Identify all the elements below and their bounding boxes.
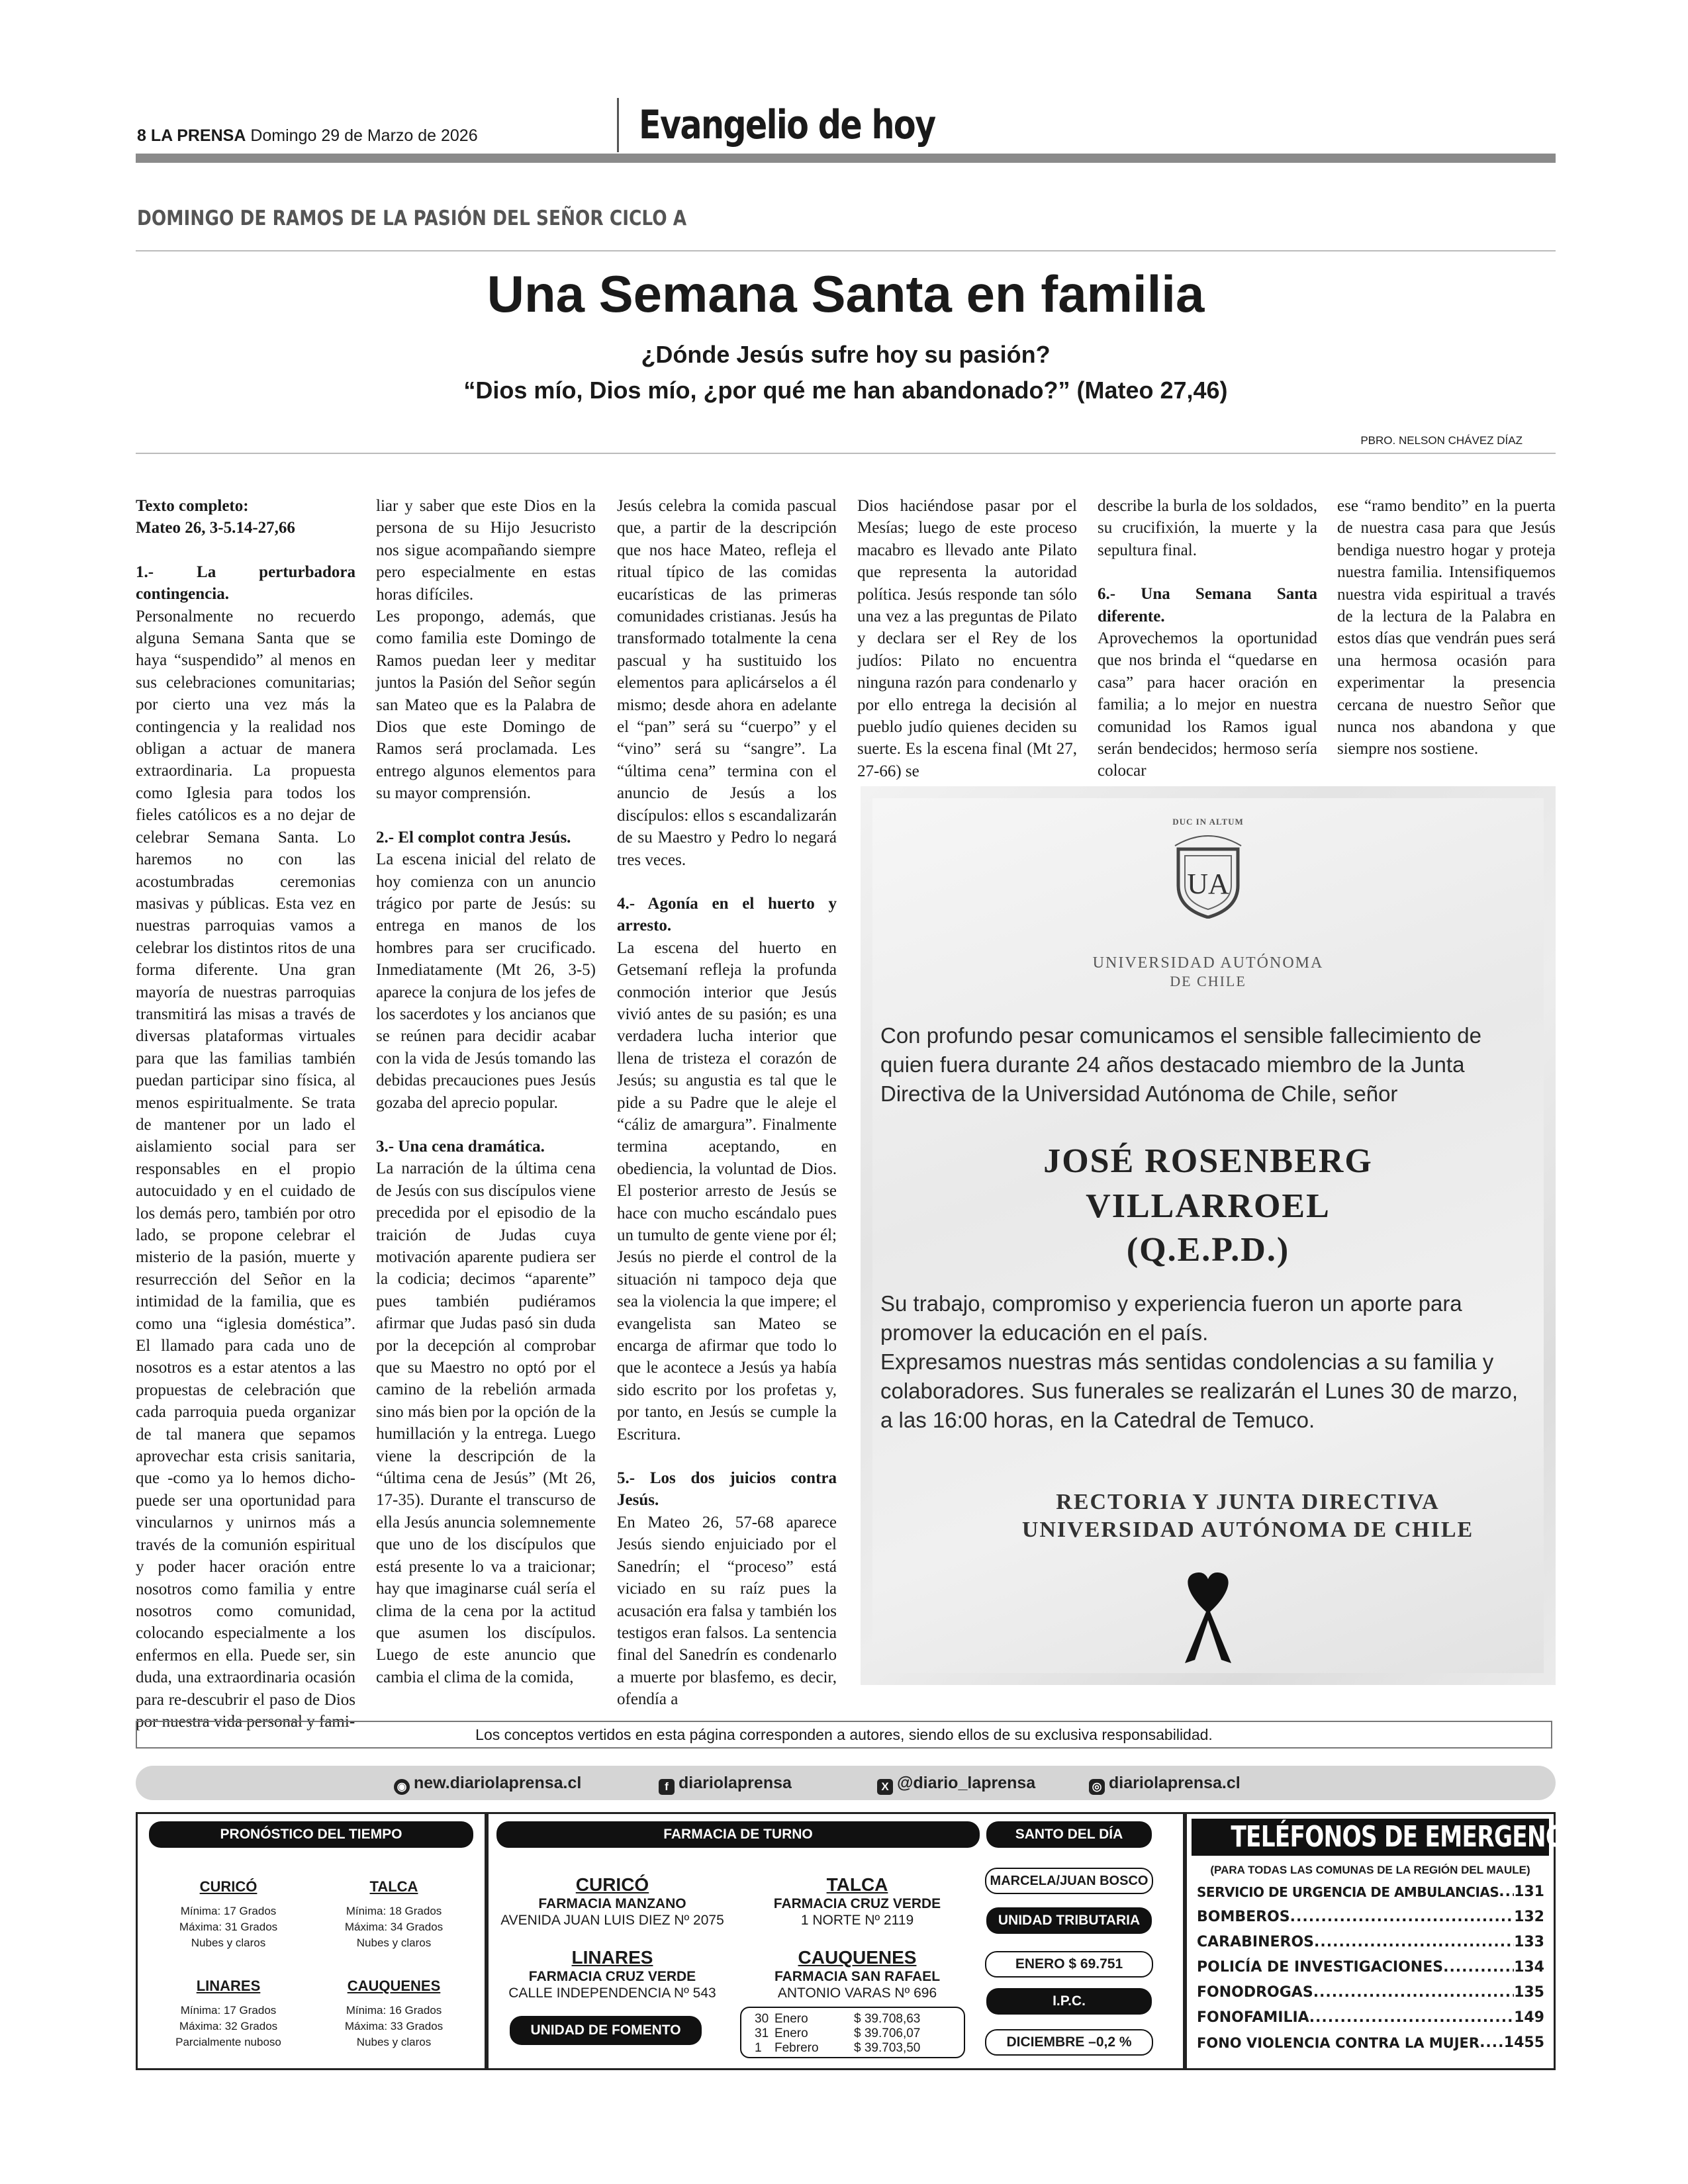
article-column-3 bbox=[617, 495, 837, 1711]
paragraph: En Mateo 26, 57-68 aparece Jesús siendo enjuiciado por el Sanedrín; el “proceso” está viciado en su raíz pues la acusación era falsa y también los testigos eran falsos. La sentencia final del Sanedrín es condenarlo a muerte por blasfemo, es decir, ofendía a bbox=[617, 1513, 837, 1709]
crest-motto: DUC IN ALTUM bbox=[1172, 817, 1244, 827]
paragraph: La escena del huerto en Getsemaní refleja la profunda conmoción interior que Jesús vivió antes de su pasión; es una verdadera lucha interior que llena de tristeza el corazón de Jesús; su angustia es tal que le pide a su Padre que le aleje el “cáliz de amargura”. Finalmente termina aceptando, en obediencia, la voluntad de Dios. El posterior arresto de Jesús se hace con mucho escándalo pues un tumulto de gente viene por él; Jesús no pierde el control de la situación ni tampoco deja que sea la violencia la que impere; el evangelista san Mateo se encarga de afirmar que todo lo que le acontece a Jesús ya había sido escrito por los profetas y, por tanto, en Jesús se cumple la Escritura. bbox=[617, 938, 837, 1443]
uf-row: 1 Febrero $ 39.703,50 bbox=[755, 2041, 921, 2055]
notice-body-1: Su trabajo, compromiso y experiencia fueron un aporte para promover la educación en el país. bbox=[880, 1291, 1462, 1345]
uf-row: 31 Enero $ 39.706,07 bbox=[755, 2026, 921, 2040]
weather-city: TALCA Mínima: 18 Grados Máxima: 34 Grados Nubes y claros bbox=[344, 1878, 444, 1949]
emergency-item: SERVICIO DE URGENCIA DE AMBULANCIAS ..... 131 bbox=[1197, 1882, 1544, 1902]
article-subtitle-1: ¿Dónde Jesús sufre hoy su pasión? bbox=[641, 341, 1051, 368]
x-link[interactable]: X @diario_laprensa bbox=[877, 1771, 1035, 1795]
emergency-item: FONO VIOLENCIA CONTRA LA MUJER ..... 1455 bbox=[1197, 2033, 1544, 2053]
subhead-6: 6.- Una Semana Santa diferente. bbox=[1098, 585, 1317, 625]
emergency-subtitle: (PARA TODAS LAS COMUNAS DE LA REGIÓN DEL MAULE) bbox=[1210, 1864, 1530, 1876]
reference-label: Texto completo: bbox=[136, 497, 249, 515]
emergency-item: CARABINEROS ..... 133 bbox=[1197, 1933, 1544, 1952]
weather-title: PRONÓSTICO DEL TIEMPO bbox=[149, 1821, 473, 1848]
emergency-item: POLICÍA DE INVESTIGACIONES ..... 134 bbox=[1197, 1958, 1544, 1978]
article-column-6 bbox=[1337, 495, 1556, 760]
page-number: 8 bbox=[137, 126, 146, 145]
facebook-icon: f bbox=[659, 1779, 675, 1795]
pharmacy-item: TALCA FARMACIA CRUZ VERDE 1 NORTE Nº 2119 bbox=[773, 1874, 941, 1928]
notice-signature-2: UNIVERSIDAD AUTÓNOMA DE CHILE bbox=[1021, 1518, 1474, 1542]
pharmacy-item: CURICÓ FARMACIA MANZANO AVENIDA JUAN LUIS DIEZ Nº 2075 bbox=[500, 1874, 724, 1928]
paragraph: Aprovechemos la oportunidad que nos brinda el “quedarse en casa” para hacer oración en familia; a lo mejor en nuestra comunidad los Ramos igual serán bendecidos; hermoso sería colocar bbox=[1098, 629, 1317, 780]
article-subtitle-2: “Dios mío, Dios mío, ¿por qué me han abandonado?” (Mateo 27,46) bbox=[463, 377, 1228, 404]
social-bar bbox=[136, 1766, 1556, 1800]
x-icon: X bbox=[877, 1779, 893, 1795]
paper-name: LA PRENSA bbox=[150, 126, 246, 145]
paragraph: liar y saber que este Dios en la persona de su Hijo Jesucristo nos sigue acompañando siempre pero especialmente en estas horas difíciles. bbox=[376, 497, 596, 604]
subhead-3: 3.- Una cena dramática. bbox=[376, 1137, 545, 1156]
paragraph: ese “ramo bendito” en la puerta de nuestra casa para que Jesús bendiga nuestro hogar y proteja nuestra familia. Intensifiquemos nuestra vida espiritual a través de la lectura de la Palabra en estos días que vendrán pues será una hermosa ocasión para experimentar la presencia cercana de nuestro Señor que nunca nos abandona y que siempre nos sostiene. bbox=[1337, 497, 1556, 758]
ipc-value: DICIEMBRE –0,2 % bbox=[985, 2029, 1153, 2056]
santo-title: SANTO DEL DÍA bbox=[986, 1821, 1152, 1848]
notice-signature-1: RECTORIA Y JUNTA DIRECTIVA bbox=[1056, 1490, 1440, 1514]
institution-name-2: DE CHILE bbox=[1170, 973, 1246, 989]
author-rule bbox=[136, 453, 1556, 454]
emergency-title: TELÉFONOS DE EMERGENCIA bbox=[1231, 1820, 1587, 1854]
emergency-item: BOMBEROS ..... 132 bbox=[1197, 1907, 1544, 1927]
santo-value: MARCELA/JUAN BOSCO bbox=[985, 1868, 1153, 1894]
weather-city: LINARES Mínima: 17 Grados Máxima: 32 Grados Parcialmente nuboso bbox=[175, 1978, 281, 2048]
crest-initials: UA bbox=[1187, 868, 1229, 900]
notice-intro: Con profundo pesar comunicamos el sensible fallecimiento de quien fuera durante 24 años destacado miembro de la Junta Directiva de la Universidad Autónoma de Chile, señor bbox=[880, 1023, 1481, 1106]
paragraph: describe la burla de los soldados, su crucifixión, la muerte y la sepultura final. bbox=[1098, 497, 1317, 559]
subhead-5: 5.- Los dos juicios contra Jesús. bbox=[617, 1469, 837, 1510]
article-kicker: DOMINGO DE RAMOS DE LA PASIÓN DEL SEÑOR CICLO A bbox=[137, 206, 687, 230]
article-column-4 bbox=[857, 495, 1077, 782]
section-title: Evangelio de hoy bbox=[639, 102, 935, 148]
header-divider bbox=[617, 98, 619, 152]
subhead-1: 1.- La perturbadora contingencia. bbox=[136, 563, 355, 604]
pharmacy-title: FARMACIA DE TURNO bbox=[496, 1821, 980, 1848]
article-column-5 bbox=[1098, 495, 1317, 782]
article-author: PBRO. NELSON CHÁVEZ DÍAZ bbox=[1360, 434, 1523, 447]
uf-row: 30 Enero $ 39.708,63 bbox=[755, 2012, 921, 2026]
article-column-2 bbox=[376, 495, 596, 1688]
page-date: Domingo 29 de Marzo de 2026 bbox=[250, 126, 478, 145]
paragraph: Les propongo, además, que como familia este Domingo de Ramos puedan leer y meditar juntos la Pasión del Señor según san Mateo que es la Palabra de Dios que este Domingo de Ramos será proclamada. Les entrego algunos elementos para su mayor comprensión. bbox=[376, 608, 596, 803]
weather-city: CURICÓ Mínima: 17 Grados Máxima: 31 Grados Nubes y claros bbox=[179, 1878, 278, 1949]
pharmacy-item: CAUQUENES FARMACIA SAN RAFAEL ANTONIO VARAS Nº 696 bbox=[774, 1947, 941, 2001]
utm-value: ENERO $ 69.751 bbox=[985, 1951, 1153, 1978]
paragraph: La escena inicial del relato de hoy comienza con un anuncio trágico por parte de Jesús: su entrega en manos de los hombres para ser crucificado. Inmediatamente (Mt 26, 3-5) aparece la conjura de los jefes de los sacerdotes y los ancianos que se reúnen para decidir acabar con la vida de Jesús tomando las debidas precauciones pues Jesús gozaba del aprecio popular. bbox=[376, 850, 596, 1112]
uf-title: UNIDAD DE FOMENTO bbox=[510, 2016, 702, 2045]
page-header bbox=[137, 126, 478, 146]
ipc-title: I.P.C. bbox=[986, 1988, 1152, 2015]
article-column-1 bbox=[136, 495, 355, 1733]
globe-icon: ◉ bbox=[394, 1779, 410, 1795]
weather-city: CAUQUENES Mínima: 16 Grados Máxima: 33 Grados Nubes y claros bbox=[344, 1978, 444, 2048]
web-link[interactable]: ◉ new.diariolaprensa.cl bbox=[394, 1771, 581, 1795]
deceased-name-1: JOSÉ ROSENBERG bbox=[1043, 1142, 1373, 1180]
deceased-name-3: (Q.E.P.D.) bbox=[1126, 1231, 1290, 1269]
facebook-link[interactable]: f diariolaprensa bbox=[659, 1771, 792, 1795]
article-title: Una Semana Santa en familia bbox=[487, 265, 1205, 323]
reference: Mateo 26, 3-5.14-27,66 bbox=[136, 519, 295, 537]
disclaimer: Los conceptos vertidos en esta página corresponden a autores, siendo ellos de su exclusiva responsabilidad. bbox=[136, 1721, 1552, 1749]
obituary-notice bbox=[861, 786, 1556, 1685]
paragraph: Dios haciéndose pasar por el Mesías; luego de este proceso macabro es llevado ante Pilato que representa la autoridad política. Jesús responde tan sólo una vez a las preguntas de Pilato y declara ser el Rey de los judíos: Pilato no encuentra ninguna razón para condenarlo y por ello entrega la decisión al pueblo judío quienes deciden su suerte. Es la escena final (Mt 27, 27-66) se bbox=[857, 497, 1077, 780]
pharmacy-item: LINARES FARMACIA CRUZ VERDE CALLE INDEPENDENCIA Nº 543 bbox=[508, 1947, 716, 2001]
subhead-4: 4.- Agonía en el huerto y arresto. bbox=[617, 894, 837, 935]
paragraph: Jesús celebra la comida pascual que, a partir de la descripción que nos hace Mateo, refleja el ritual típico de las comidas eucarísticas de las primeras comunidades cristianas. Jesús ha transformado totalmente la cena pascual y ha sustituido los elementos para aplicárselos a él mismo; desde ahora en adelante el “pan” será su “cuerpo” y el “vino” será su “sangre”. La “última cena” termina con el anuncio de Jesús a los discípulos: ellos s escandalizarán de su Maestro y Pedro lo negará tres veces. bbox=[617, 497, 837, 869]
notice-body-2: Expresamos nuestras más sentidas condolencias a su familia y colaboradores. Sus funerales se realizarán el Lunes 30 de marzo, a las 16:00 horas, en la Catedral de Temuco. bbox=[880, 1349, 1519, 1432]
deceased-name-2: VILLARROEL bbox=[1086, 1187, 1331, 1225]
utm-title: UNIDAD TRIBUTARIA bbox=[986, 1907, 1152, 1934]
subhead-2: 2.- El complot contra Jesús. bbox=[376, 828, 571, 846]
instagram-link[interactable]: ◎ diariolaprensa.cl bbox=[1089, 1771, 1241, 1795]
paragraph: La narración de la última cena de Jesús con sus discípulos viene precedida por el episodio de la traición de Judas cuya motivación aparente pudiera ser la codicia; decimos “aparente” pues también pudiéramos afirmar que Judas pasó sin duda por la decepción al comprobar que su Maestro no optó por el camino de la rebelión armada sino más bien por la opción de la humillación y la entrega. Luego viene la descripción de la “última cena de Jesús” (Mt 26, 17-35). Durante el transcurso de ella Jesús anuncia solemnemente que uno de los discípulos que está presente lo va a traicionar; hay que imaginarse cuál sería el clima de la cena por la actitud que asumen los discípulos. Luego de este anuncio que cambia el clima de la comida, bbox=[376, 1160, 596, 1686]
emergency-item: FONOFAMILIA ..... 149 bbox=[1197, 2008, 1544, 2028]
paragraph: Personalmente no recuerdo alguna Semana Santa que se haya “suspendido” al menos en sus celebraciones comunitarias; por cierto una vez más la contingencia y la realidad nos obligan a actuar de manera extraordinaria. La propuesta como Iglesia para todos los fieles católicos es a no dejar de celebrar Semana Santa. Lo haremos no con las acostumbradas ceremonias masivas y públicas. Esta vez en nuestras parroquias vamos a celebrar los distintos ritos de una forma diferente. Una gran mayoría de nuestras parroquias transmitirá las misas a través de diversas plataformas virtuales para que las familias también puedan participar sino física, al menos espiritualmente. Se trata de mantener por un lado el aislamiento social para ser responsables en el propio autocuidado y en el cuidado de los demás pero, también por otro lado, se propone celebrar el misterio de la pasión, muerte y resurrección del Señor en la intimidad de la familia, que es como una “iglesia doméstica”. El llamado para cada uno de nosotros es a estar atentos a las propuestas de celebración que cada parroquia pueda organizar de tal manera que sepamos aprovechar esta crisis sanitaria, que -como ya lo hemos dicho- puede ser una oportunidad para vincularnos y unirnos más a través de la comunión espiritual y poder hacer oración entre nosotros como familia y entre nosotros como comunidad, colocando especialmente a los enfermos en ella. Puede ser, sin duda, una extraordinaria ocasión para re-descubrir el paso de Dios por nuestra vida personal y fami- bbox=[136, 607, 355, 1731]
mourning-ribbon-icon bbox=[1172, 1567, 1244, 1666]
institution-name: UNIVERSIDAD AUTÓNOMA bbox=[1092, 954, 1324, 972]
kicker-rule bbox=[136, 250, 1556, 251]
emergency-item: FONODROGAS ..... 135 bbox=[1197, 1983, 1544, 2003]
section-bar bbox=[136, 154, 1556, 163]
instagram-icon: ◎ bbox=[1089, 1779, 1105, 1795]
